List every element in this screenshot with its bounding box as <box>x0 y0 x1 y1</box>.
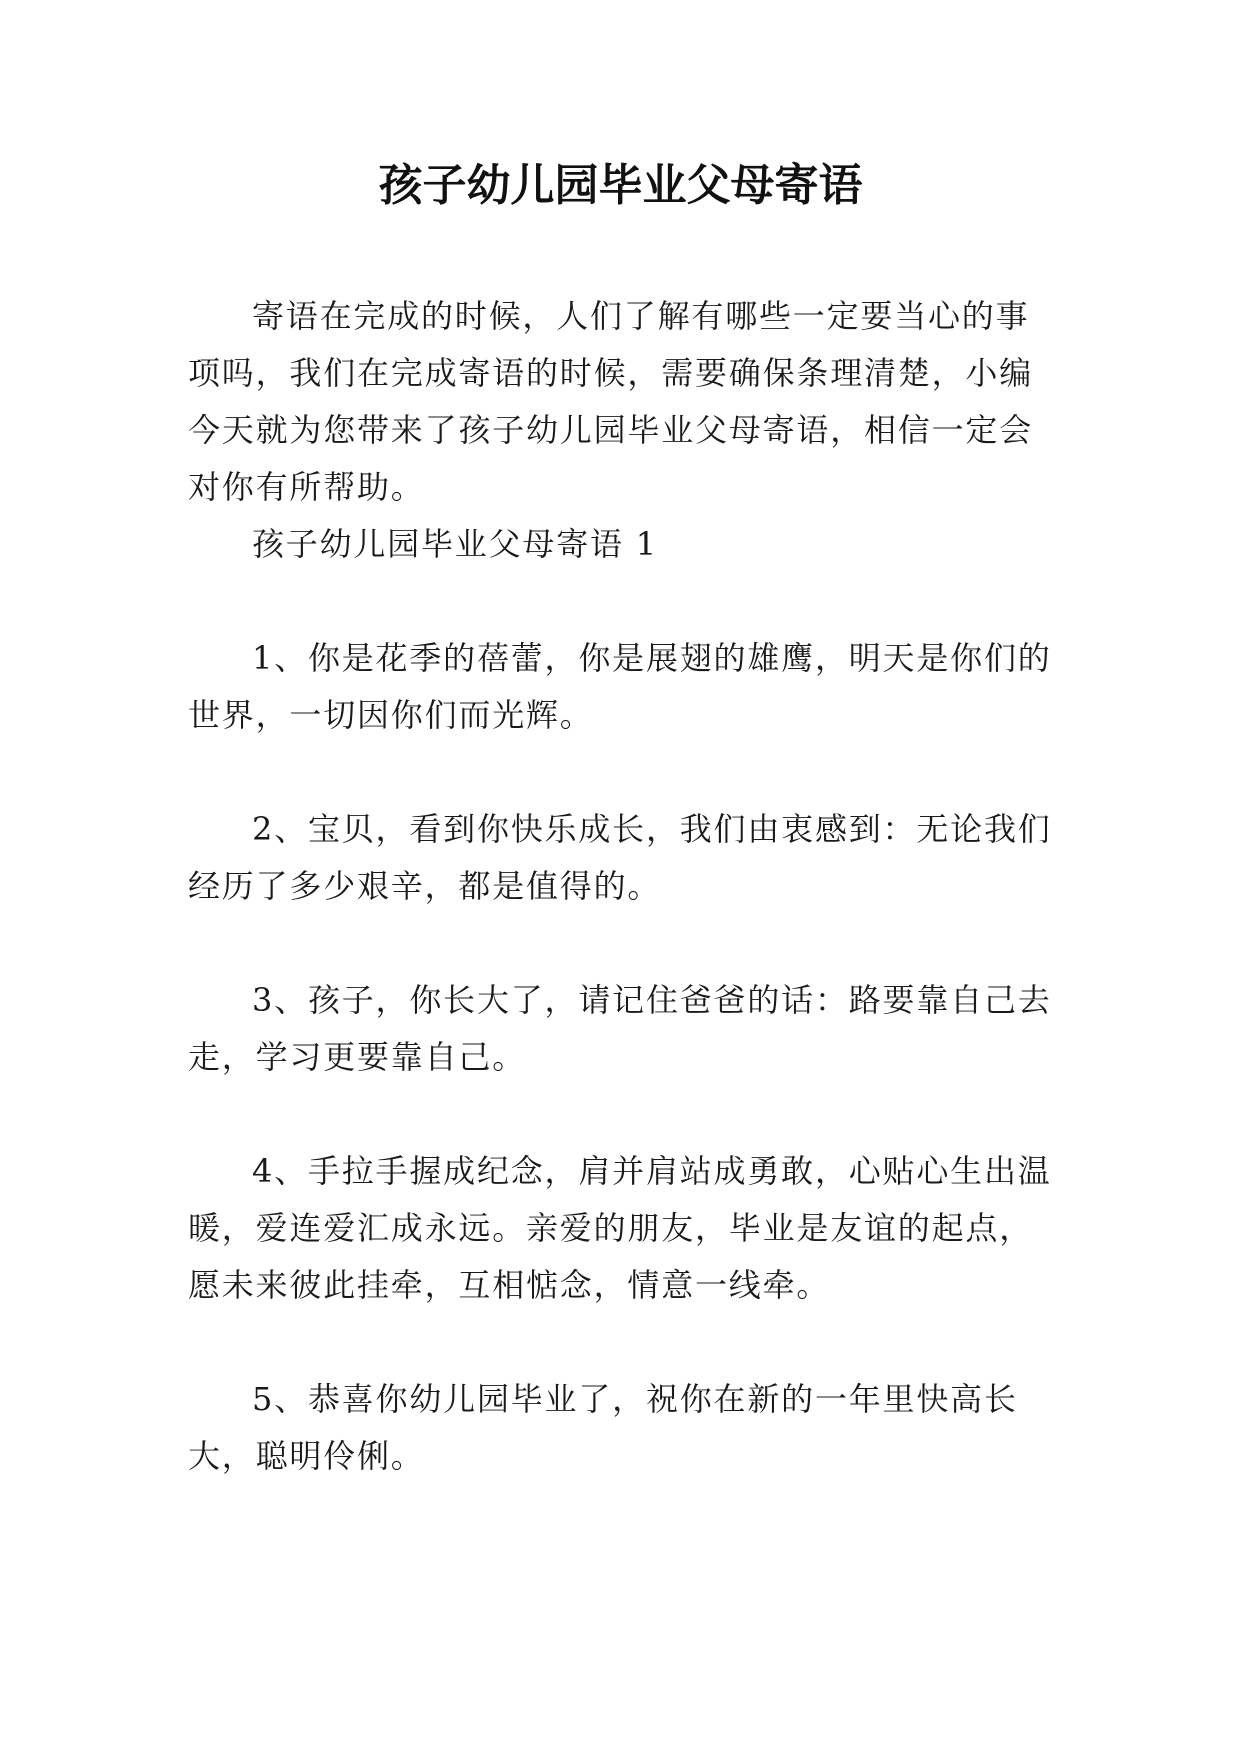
document-body <box>188 288 1060 1485</box>
list-item: 4、手拉手握成纪念，肩并肩站成勇敢，心贴心生出温暖，爱连爱汇成永远。亲爱的朋友，毕业是友谊的起点，愿未来彼此挂牵，互相惦念，情意一线牵。 <box>188 1152 1052 1304</box>
list-item: 2、宝贝，看到你快乐成长，我们由衷感到：无论我们经历了多少艰辛，都是值得的。 <box>188 810 1052 905</box>
intro-paragraph: 寄语在完成的时候，人们了解有哪些一定要当心的事项吗，我们在完成寄语的时候，需要确保条理清楚，小编今天就为您带来了孩子幼儿园毕业父母寄语，相信一定会对你有所帮助。 <box>188 297 1034 506</box>
list-item: 1、你是花季的蓓蕾，你是展翅的雄鹰，明天是你们的世界，一切因你们而光辉。 <box>188 639 1052 734</box>
list-item: 3、孩子，你长大了，请记住爸爸的话：路要靠自己去走，学习更要靠自己。 <box>188 981 1052 1076</box>
section-heading: 孩子幼儿园毕业父母寄语 1 <box>252 525 658 563</box>
document-title: 孩子幼儿园毕业父母寄语 <box>378 160 863 211</box>
list-item: 5、恭喜你幼儿园毕业了，祝你在新的一年里快高长大，聪明伶俐。 <box>188 1380 1018 1475</box>
